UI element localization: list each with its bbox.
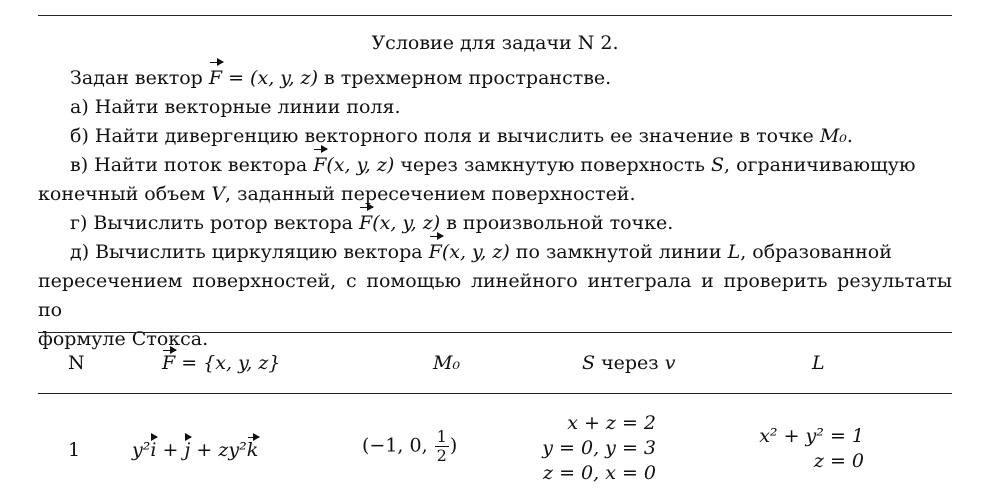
line-eq-2: z = 0: [813, 450, 864, 472]
vector-F: F: [313, 151, 326, 180]
item-a: а) Найти векторные линии поля.: [70, 96, 401, 118]
header-vector: F = {x, y, z}: [162, 352, 281, 374]
item-e-cont: пересечением поверхностей, с помощью линейного интеграла и проверить результаты по: [38, 270, 952, 321]
item-e-cont2: формуле Стокса.: [38, 328, 209, 350]
vector-F: F: [429, 238, 442, 267]
row-n: 1: [68, 439, 81, 461]
vector-F: F: [162, 352, 176, 374]
header-l: L: [812, 352, 825, 374]
item-c-cont: конечный объем V, заданный пересечением поверхностей.: [38, 183, 636, 205]
item-e: д) Вычислить циркуляцию вектора F(x, y, z) по замкнутой линии L, образованной: [38, 238, 952, 267]
row-vector-field: y²i + j + zy²k: [132, 439, 259, 461]
table-header-rule: [38, 393, 952, 394]
problem-title: Условие для задачи N 2.: [371, 32, 619, 54]
surface-eq-2: y = 0, y = 3: [542, 437, 656, 459]
fraction: $\frac{1}{2}$: [436, 427, 447, 465]
item-b: б) Найти дивергенцию векторного поля и вычислить ее значение в точке M₀.: [70, 125, 853, 147]
surface-eq-3: z = 0, x = 0: [543, 462, 656, 484]
surface-eq-1: x + z = 2: [567, 412, 656, 434]
top-rule: [38, 15, 952, 16]
line-eq-1: x² + y² = 1: [759, 425, 864, 447]
unit-vector-k: k: [246, 439, 259, 461]
intro-line: Задан вектор F = (x, y, z) в трехмерном пространстве.: [38, 64, 952, 93]
row-surfaces: [520, 411, 656, 486]
header-m0: M₀: [433, 352, 461, 374]
item-d: г) Вычислить ротор вектора F(x, y, z) в произвольной точке.: [38, 209, 952, 238]
unit-vector-i: i: [150, 439, 157, 461]
item-c: в) Найти поток вектора F(x, y, z) через замкнутую поверхность S, ограничивающую: [38, 151, 952, 180]
vector-F: F: [209, 64, 222, 93]
unit-vector-j: j: [184, 439, 191, 461]
header-surface: S через v: [582, 352, 676, 374]
row-m0: (−1, 0, $\frac{1}{2}$ ): [362, 427, 458, 465]
problem-statement: [38, 64, 952, 354]
table-top-rule: [38, 332, 952, 333]
header-n: N: [68, 352, 85, 374]
vector-F: F: [359, 209, 372, 238]
row-line-l: [740, 424, 864, 474]
